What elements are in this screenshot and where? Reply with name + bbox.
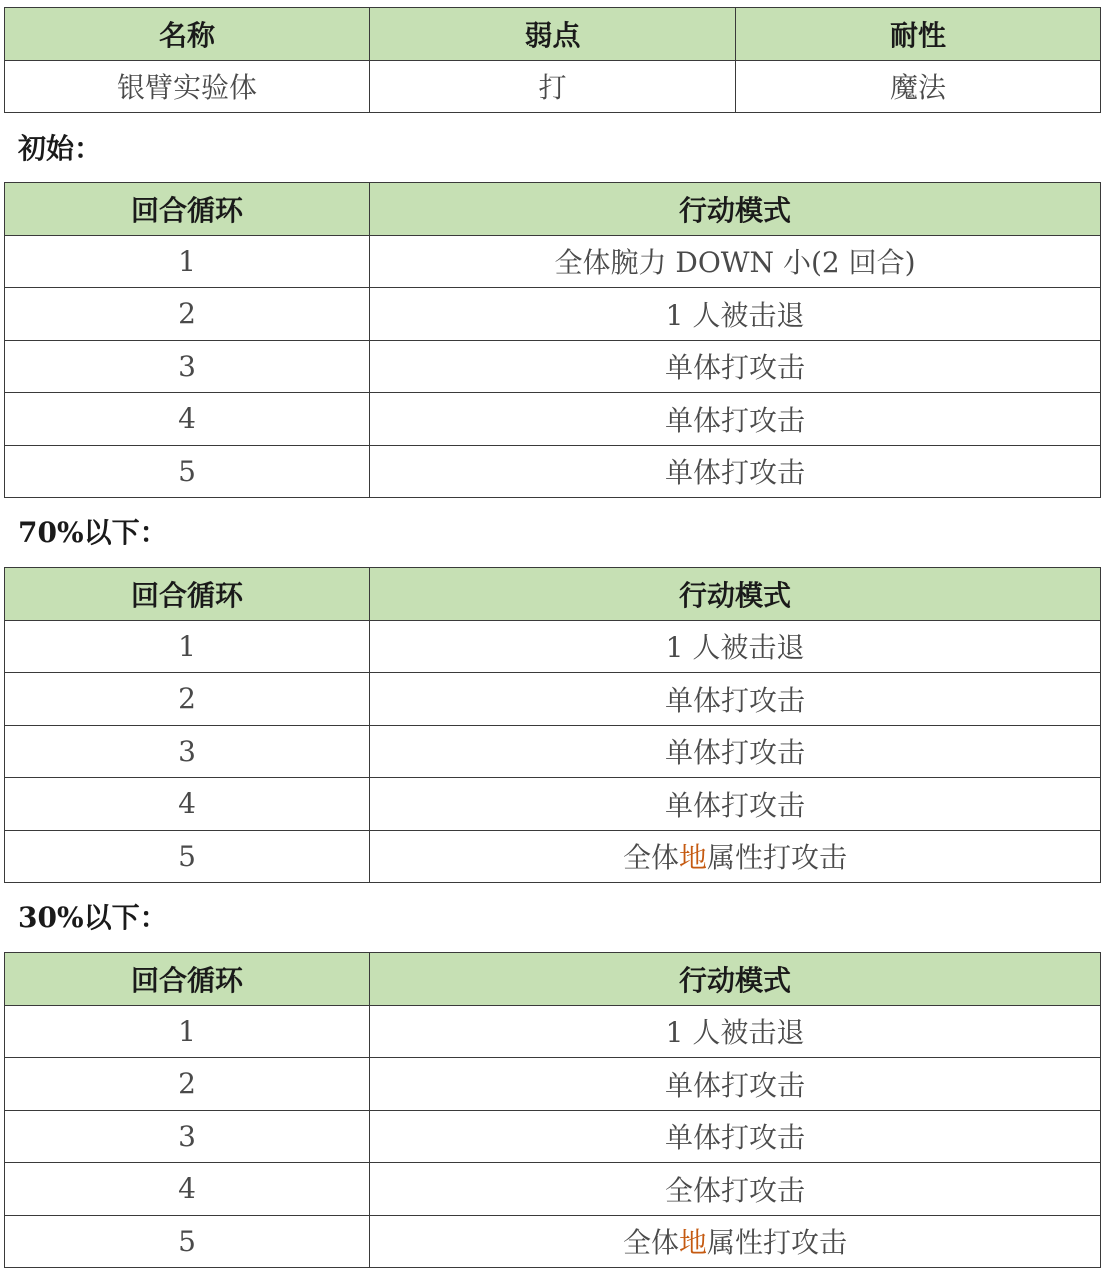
- action-table-70: [4, 567, 1101, 883]
- turn-number: 4: [5, 393, 370, 446]
- section-label-30: 30%以下：: [18, 901, 168, 934]
- action-pattern: 1 人被击退: [370, 288, 1101, 341]
- header-turn: 回合循环: [5, 568, 370, 621]
- turn-number: 1: [5, 620, 370, 673]
- table-row: [5, 340, 1101, 393]
- header-weakness: 弱点: [370, 8, 736, 61]
- action-table-30: [4, 952, 1101, 1268]
- action-pattern: 1 人被击退: [370, 1005, 1101, 1058]
- action-pattern: 单体打攻击: [370, 393, 1101, 446]
- action-pattern: 全体地属性打攻击: [370, 830, 1101, 883]
- turn-number: 4: [5, 1163, 370, 1216]
- table-row: [5, 1110, 1101, 1163]
- header-name: 名称: [5, 8, 370, 61]
- table-row: [5, 393, 1101, 446]
- header-resistance: 耐性: [736, 8, 1101, 61]
- element-highlight: 地: [678, 841, 707, 875]
- action-pattern: 单体打攻击: [370, 445, 1101, 498]
- turn-number: 1: [5, 235, 370, 288]
- table-row: [5, 673, 1101, 726]
- action-pattern: 1 人被击退: [370, 620, 1101, 673]
- turn-number: 1: [5, 1005, 370, 1058]
- action-pattern: 单体打攻击: [370, 673, 1101, 726]
- action-pattern: 全体腕力 DOWN 小(2 回合): [370, 235, 1101, 288]
- action-pattern: 全体地属性打攻击: [370, 1215, 1101, 1268]
- table-row: [5, 1163, 1101, 1216]
- action-pattern: 单体打攻击: [370, 1058, 1101, 1111]
- header-action: 行动模式: [370, 953, 1101, 1006]
- section-label-70: 70%以下：: [18, 516, 168, 549]
- table-row: [5, 1058, 1101, 1111]
- table-row: [5, 830, 1101, 883]
- turn-number: 3: [5, 725, 370, 778]
- enemy-info-table: [4, 7, 1101, 113]
- action-pattern: 单体打攻击: [370, 1110, 1101, 1163]
- turn-number: 3: [5, 1110, 370, 1163]
- header-action: 行动模式: [370, 183, 1101, 236]
- table-row: [5, 620, 1101, 673]
- turn-number: 4: [5, 778, 370, 831]
- table-row: [5, 1215, 1101, 1268]
- action-pattern: 单体打攻击: [370, 340, 1101, 393]
- table-row: [5, 778, 1101, 831]
- turn-number: 2: [5, 1058, 370, 1111]
- enemy-weakness: 打: [370, 60, 736, 113]
- turn-number: 2: [5, 288, 370, 341]
- header-turn: 回合循环: [5, 183, 370, 236]
- action-pattern: 单体打攻击: [370, 725, 1101, 778]
- section-label-initial: 初始：: [18, 132, 103, 165]
- action-table-initial: [4, 182, 1101, 498]
- table-row: [5, 445, 1101, 498]
- turn-number: 2: [5, 673, 370, 726]
- header-turn: 回合循环: [5, 953, 370, 1006]
- table-row: [5, 1005, 1101, 1058]
- enemy-resistance: 魔法: [736, 60, 1101, 113]
- turn-number: 5: [5, 1215, 370, 1268]
- turn-number: 5: [5, 830, 370, 883]
- table-row: [5, 288, 1101, 341]
- action-pattern: 单体打攻击: [370, 778, 1101, 831]
- table-row: [5, 235, 1101, 288]
- header-action: 行动模式: [370, 568, 1101, 621]
- enemy-name: 银臂实验体: [5, 60, 370, 113]
- turn-number: 3: [5, 340, 370, 393]
- action-pattern: 全体打攻击: [370, 1163, 1101, 1216]
- table-row: [5, 725, 1101, 778]
- element-highlight: 地: [678, 1226, 707, 1260]
- turn-number: 5: [5, 445, 370, 498]
